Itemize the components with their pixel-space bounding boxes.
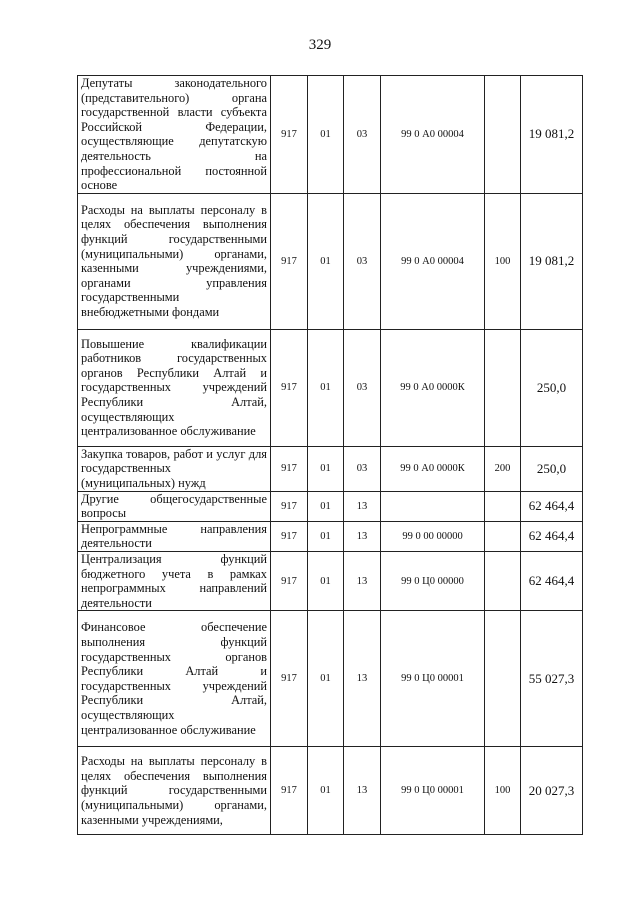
amount: 250,0 bbox=[521, 446, 583, 491]
page-number: 329 bbox=[308, 37, 332, 53]
amount: 62 464,4 bbox=[521, 551, 583, 610]
row-description: Закупка товаров, работ и услуг для государственных (муниципальных) нужд bbox=[78, 446, 271, 491]
target-article-code: 99 0 Ц0 00001 bbox=[381, 747, 485, 835]
subsection-code: 13 bbox=[344, 491, 381, 521]
amount: 62 464,4 bbox=[521, 521, 583, 551]
expense-type-code bbox=[485, 491, 521, 521]
expense-type-code bbox=[485, 521, 521, 551]
expense-type-code: 100 bbox=[485, 193, 521, 329]
grbs-code: 917 bbox=[271, 329, 308, 446]
amount: 62 464,4 bbox=[521, 491, 583, 521]
table-row bbox=[78, 193, 583, 329]
expense-type-code bbox=[485, 611, 521, 747]
grbs-code: 917 bbox=[271, 747, 308, 835]
budget-table-body bbox=[78, 76, 583, 835]
target-article-code: 99 0 А0 0000К bbox=[381, 329, 485, 446]
target-article-code: 99 0 Ц0 00000 bbox=[381, 551, 485, 610]
row-description: Повышение квалификации работников государственных органов Республики Алтай и государственных учреждений Республики Алтай, осуществляющих централизованное обслуживание bbox=[78, 329, 271, 446]
row-description: Расходы на выплаты персоналу в целях обеспечения выполнения функций государственными (муниципальными) органами, казенными учреждениями, органами управления государственными внебюджетными фондами bbox=[78, 193, 271, 329]
row-description: Расходы на выплаты персоналу в целях обеспечения выполнения функций государственными (муниципальными) органами, казенными учреждениями, bbox=[78, 747, 271, 835]
subsection-code: 13 bbox=[344, 521, 381, 551]
table-row bbox=[78, 551, 583, 610]
section-code: 01 bbox=[308, 611, 344, 747]
amount: 19 081,2 bbox=[521, 193, 583, 329]
table-row bbox=[78, 611, 583, 747]
row-description: Непрограммные направления деятельности bbox=[78, 521, 271, 551]
target-article-code: 99 0 А0 00004 bbox=[381, 193, 485, 329]
expense-type-code: 200 bbox=[485, 446, 521, 491]
grbs-code: 917 bbox=[271, 491, 308, 521]
section-code: 01 bbox=[308, 76, 344, 194]
expense-type-code bbox=[485, 329, 521, 446]
subsection-code: 13 bbox=[344, 551, 381, 610]
row-description: Финансовое обеспечение выполнения функций государственных органов Республики Алтай и государственных учреждений Республики Алтай, осуществляющих централизованное обслуживание bbox=[78, 611, 271, 747]
target-article-code: 99 0 Ц0 00001 bbox=[381, 611, 485, 747]
amount: 19 081,2 bbox=[521, 76, 583, 194]
grbs-code: 917 bbox=[271, 521, 308, 551]
section-code: 01 bbox=[308, 521, 344, 551]
table-row bbox=[78, 329, 583, 446]
subsection-code: 13 bbox=[344, 747, 381, 835]
row-description: Другие общегосударственные вопросы bbox=[78, 491, 271, 521]
subsection-code: 13 bbox=[344, 611, 381, 747]
target-article-code: 99 0 А0 0000К bbox=[381, 446, 485, 491]
amount: 55 027,3 bbox=[521, 611, 583, 747]
row-description: Централизация функций бюджетного учета в рамках непрограммных направлений деятельности bbox=[78, 551, 271, 610]
table-row bbox=[78, 491, 583, 521]
expense-type-code: 100 bbox=[485, 747, 521, 835]
grbs-code: 917 bbox=[271, 611, 308, 747]
subsection-code: 03 bbox=[344, 193, 381, 329]
grbs-code: 917 bbox=[271, 76, 308, 194]
section-code: 01 bbox=[308, 491, 344, 521]
table-row bbox=[78, 747, 583, 835]
expense-type-code bbox=[485, 551, 521, 610]
subsection-code: 03 bbox=[344, 446, 381, 491]
grbs-code: 917 bbox=[271, 446, 308, 491]
section-code: 01 bbox=[308, 329, 344, 446]
grbs-code: 917 bbox=[271, 193, 308, 329]
subsection-code: 03 bbox=[344, 76, 381, 194]
amount: 250,0 bbox=[521, 329, 583, 446]
target-article-code: 99 0 А0 00004 bbox=[381, 76, 485, 194]
table-row bbox=[78, 76, 583, 194]
target-article-code: 99 0 00 00000 bbox=[381, 521, 485, 551]
budget-table bbox=[77, 75, 583, 835]
section-code: 01 bbox=[308, 747, 344, 835]
grbs-code: 917 bbox=[271, 551, 308, 610]
subsection-code: 03 bbox=[344, 329, 381, 446]
row-description: Депутаты законодательного (представительного) органа государственной власти субъекта Российской Федерации, осуществляющие депутатскую деятельность на профессиональной постоянной основе bbox=[78, 76, 271, 194]
expense-type-code bbox=[485, 76, 521, 194]
section-code: 01 bbox=[308, 193, 344, 329]
table-row bbox=[78, 446, 583, 491]
section-code: 01 bbox=[308, 446, 344, 491]
section-code: 01 bbox=[308, 551, 344, 610]
table-row bbox=[78, 521, 583, 551]
amount: 20 027,3 bbox=[521, 747, 583, 835]
target-article-code bbox=[381, 491, 485, 521]
